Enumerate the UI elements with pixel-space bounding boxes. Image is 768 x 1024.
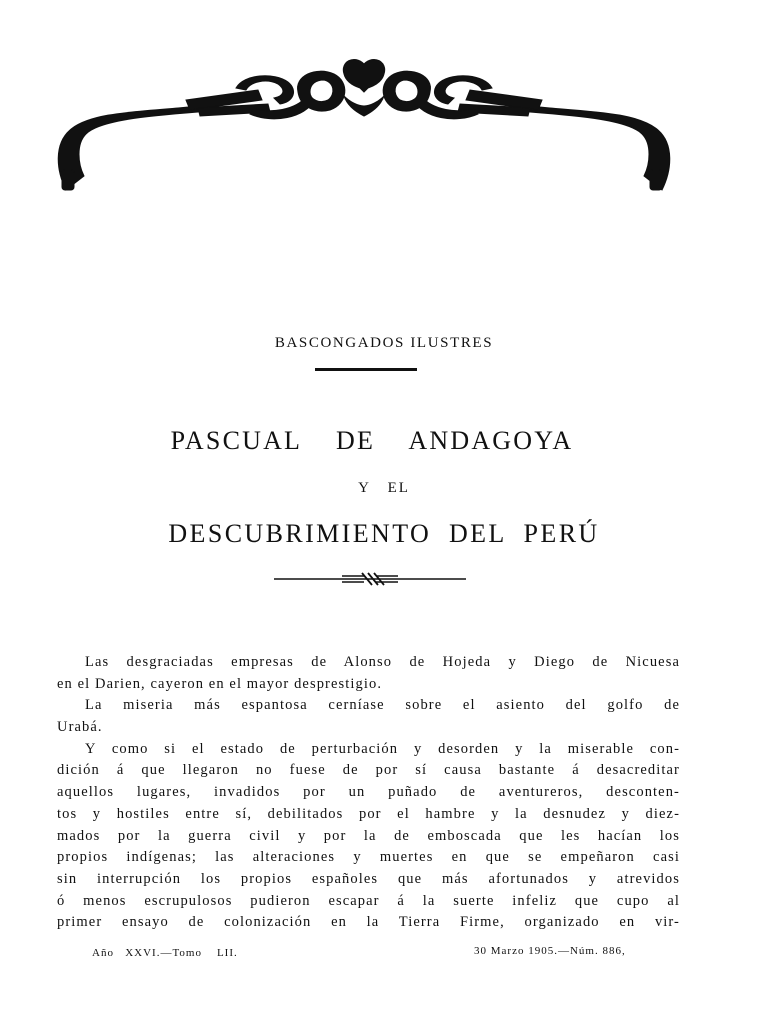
section-title: BASCONGADOS ILUSTRES (274, 335, 494, 351)
article-title: PASCUAL DE ANDAGOYA (170, 426, 574, 455)
body-line-13: primer ensayo de colonización en la Tierra Firme, organizado en vir- (57, 914, 680, 931)
body-line-8: tos y hostiles entre sí, debilitados por el hambre y la desnudez y diez- (57, 805, 680, 822)
article-subtitle: DESCUBRIMIENTO DEL PERÚ (168, 519, 600, 548)
body-line-7: aquellos lugares, invadidos por un puñado de aventureros, desconten- (57, 784, 680, 801)
scroll-ornament-icon (48, 52, 680, 197)
body-line-1: Las desgraciadas empresas de Alonso de Hojeda y Diego de Nicuesa (85, 654, 680, 670)
body-line-10: propios indígenas; las alteraciones y muertes en que se empeñaron casi (57, 849, 680, 866)
footer-issue-date: 30 Marzo 1905.—Núm. 886, (474, 945, 626, 957)
article-title-conjunction: Y EL (358, 480, 410, 496)
body-line-2: en el Darien, cayeron en el mayor desprestigio. (57, 675, 383, 692)
body-line-9: mados por la guerra civil y por la de emboscada que les hacían los (57, 827, 680, 844)
divider-ornament-icon (272, 570, 468, 586)
footer-volume-info: Año XXVI.—Tomo LII. (92, 947, 238, 959)
body-line-5: Y como si el estado de perturbación y desorden y la miserable con- (85, 740, 680, 757)
body-line-4: Urabá. (57, 719, 103, 736)
body-line-3: La miseria más espantosa cerníase sobre el asiento del golfo de (85, 697, 680, 714)
body-line-6: dición á que llegaron no fuese de por sí causa bastante á desacreditar (57, 762, 680, 779)
body-line-12: ó menos escrupulosos pudieron escapar á la suerte infeliz que cupo al (57, 892, 680, 909)
section-divider-rule (315, 368, 417, 371)
body-line-11: sin interrupción los propios españoles que más afortunados y atrevidos (57, 870, 680, 887)
article-body (57, 652, 680, 934)
